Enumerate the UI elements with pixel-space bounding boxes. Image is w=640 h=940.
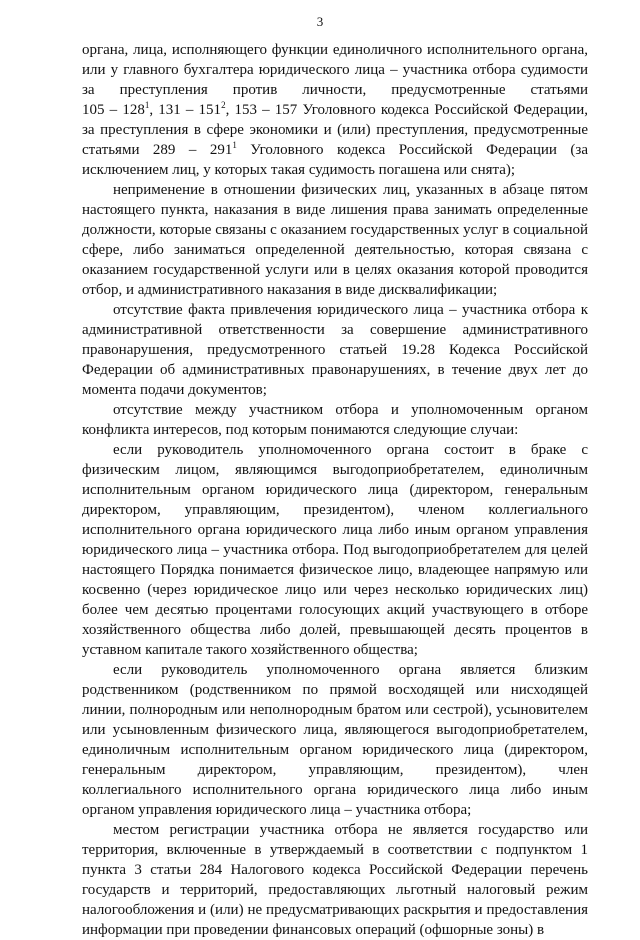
text-line — [82, 140, 588, 160]
text-run: хозяйственного общества либо долей, превышающей десять процентов в — [82, 622, 588, 638]
text-line — [82, 80, 588, 100]
text-run: статьями 289 – 291 — [82, 142, 233, 158]
text-run: линии, полнородным или неполнородным братом или сестрой), усыновителем — [82, 702, 588, 718]
text-line — [82, 640, 588, 660]
text-line — [82, 900, 588, 920]
text-run: пункта 3 статьи 284 Налогового кодекса Российской Федерации перечень — [82, 862, 588, 878]
text-run: сфере, либо заниматься определенной деятельностью, которая связана с — [82, 242, 588, 258]
text-run: государств и территорий, предоставляющих льготный налоговый режим — [82, 882, 588, 898]
text-run: органа, лица, исполняющего функции единоличного исполнительного органа, — [82, 42, 588, 58]
text-line — [82, 100, 588, 120]
text-line — [82, 840, 588, 860]
text-run: органом управления юридического лица – участника отбора; — [82, 802, 472, 818]
text-run: неприменение в отношении физических лиц, указанных в абзаце пятом — [113, 182, 588, 198]
text-line — [82, 380, 588, 400]
text-line — [82, 520, 588, 540]
text-run: конфликта интересов, под которым понимаются следующие случаи: — [82, 422, 519, 438]
text-run: за преступления против личности, предусмотренные статьями — [82, 82, 588, 98]
text-line — [82, 160, 588, 180]
paragraph — [82, 300, 588, 400]
text-run: юридического лица – участника отбора. Под выгодоприобретателем для целей — [82, 542, 588, 558]
text-line — [82, 260, 588, 280]
text-run: должности, которые связаны с оказанием государственных услуг в социальной — [82, 222, 588, 238]
text-line — [82, 460, 588, 480]
text-line — [82, 600, 588, 620]
text-line — [82, 620, 588, 640]
text-run: коллегиального исполнительного органа юридического лица либо иным — [82, 782, 588, 798]
text-run: отбор, и административного наказания в виде дисквалификации; — [82, 282, 498, 298]
text-line — [82, 120, 588, 140]
text-line — [82, 340, 588, 360]
text-run: за преступления в сфере экономики и (или) преступления, предусмотренные — [82, 122, 588, 138]
text-line — [82, 920, 588, 940]
text-run: административной ответственности за совершение административного — [82, 322, 588, 338]
text-run: Федерации об административных правонарушениях, в течение двух лет до — [82, 362, 588, 378]
text-run: налогообложения и (или) не предусматривающих раскрытия и предоставления — [82, 902, 588, 918]
text-line — [82, 580, 588, 600]
text-line — [82, 660, 588, 680]
text-line — [82, 820, 588, 840]
text-line — [82, 480, 588, 500]
text-run: если руководитель уполномоченного органа состоит в браке с — [113, 442, 588, 458]
text-run: или усыновленным физического лица, являющегося выгодоприобретателем, — [82, 722, 588, 738]
text-line — [82, 60, 588, 80]
text-line — [82, 240, 588, 260]
text-run: Уголовного кодекса Российской Федерации (за — [236, 142, 588, 158]
text-line — [82, 760, 588, 780]
text-run: родственником (родственником по прямой восходящей или нисходящей — [82, 682, 588, 698]
text-line — [82, 320, 588, 340]
paragraph — [82, 40, 588, 180]
text-run: уставном капитале такого хозяйственного общества; — [82, 642, 418, 658]
text-line — [82, 540, 588, 560]
text-run: отсутствие между участником отбора и уполномоченным органом — [113, 402, 588, 418]
text-run: исполнительным органом юридического лица (директором, генеральным — [82, 482, 588, 498]
text-line — [82, 680, 588, 700]
text-run: местом регистрации участника отбора не является государство или — [113, 822, 588, 838]
text-run: генеральным директором, управляющим, президентом), член — [82, 762, 588, 778]
text-run: исключением лиц, у которых такая судимость погашена или снята); — [82, 162, 516, 178]
text-line — [82, 40, 588, 60]
text-run: косвенно (через юридическое лицо или через несколько юридических лиц) — [82, 582, 588, 598]
text-line — [82, 220, 588, 240]
text-run: , 131 – 151 — [149, 102, 222, 118]
text-run: 105 – 128 — [82, 102, 145, 118]
text-line — [82, 440, 588, 460]
paragraph — [82, 660, 588, 820]
text-line — [82, 800, 588, 820]
text-run: директором, управляющим, президентом), членом коллегиального — [82, 502, 588, 518]
paragraph — [82, 820, 588, 940]
text-run: момента подачи документов; — [82, 382, 267, 398]
text-line — [82, 280, 588, 300]
text-run: информации при проведении финансовых операций (офшорные зоны) в — [82, 922, 545, 938]
text-run: если руководитель уполномоченного органа является близким — [113, 662, 588, 678]
text-line — [82, 700, 588, 720]
text-run: более чем десятью процентами голосующих акций участвующего в отборе — [82, 602, 588, 618]
text-line — [82, 180, 588, 200]
text-run: настоящего Порядка понимается физическое лицо, владеющее напрямую или — [82, 562, 588, 578]
superscript: 1 — [144, 100, 150, 110]
text-line — [82, 880, 588, 900]
text-run: отсутствие факта привлечения юридического лица – участника отбора к — [113, 302, 588, 318]
text-run: настоящего пункта, наказания в виде лишения права занимать определенные — [82, 202, 588, 218]
text-run: территория, включенные в утверждаемый в соответствии с подпунктом 1 — [82, 842, 588, 858]
text-line — [82, 360, 588, 380]
text-line — [82, 500, 588, 520]
superscript: 1 — [232, 140, 237, 150]
text-line — [82, 420, 588, 440]
text-line — [82, 780, 588, 800]
text-run: , 153 – 157 Уголовного кодекса Российской Федерации, — [225, 102, 588, 118]
text-run: физическим лицом, являющимся выгодоприобретателем, единоличным — [82, 462, 588, 478]
page-number: 3 — [316, 14, 324, 29]
text-line — [82, 720, 588, 740]
text-run: исполнительного органа юридического лица либо иным органом управления — [82, 522, 588, 538]
paragraph — [82, 180, 588, 300]
text-line — [82, 300, 588, 320]
text-line — [82, 400, 588, 420]
text-line — [82, 560, 588, 580]
superscript: 2 — [221, 100, 226, 110]
text-run: правонарушения, предусмотренного статьей 19.28 Кодекса Российской — [82, 342, 588, 358]
text-line — [82, 860, 588, 880]
text-run: оказанием государственной услуги или в целях оказания которой проводится — [82, 262, 588, 278]
paragraph — [82, 400, 588, 440]
text-run: или у главного бухгалтера юридического лица – участника отбора судимости — [82, 62, 588, 78]
paragraph — [82, 440, 588, 660]
text-run: единоличным исполнительным органом юридического лица (директором, — [82, 742, 588, 758]
text-line — [82, 740, 588, 760]
text-line — [82, 200, 588, 220]
document-body — [82, 40, 588, 940]
